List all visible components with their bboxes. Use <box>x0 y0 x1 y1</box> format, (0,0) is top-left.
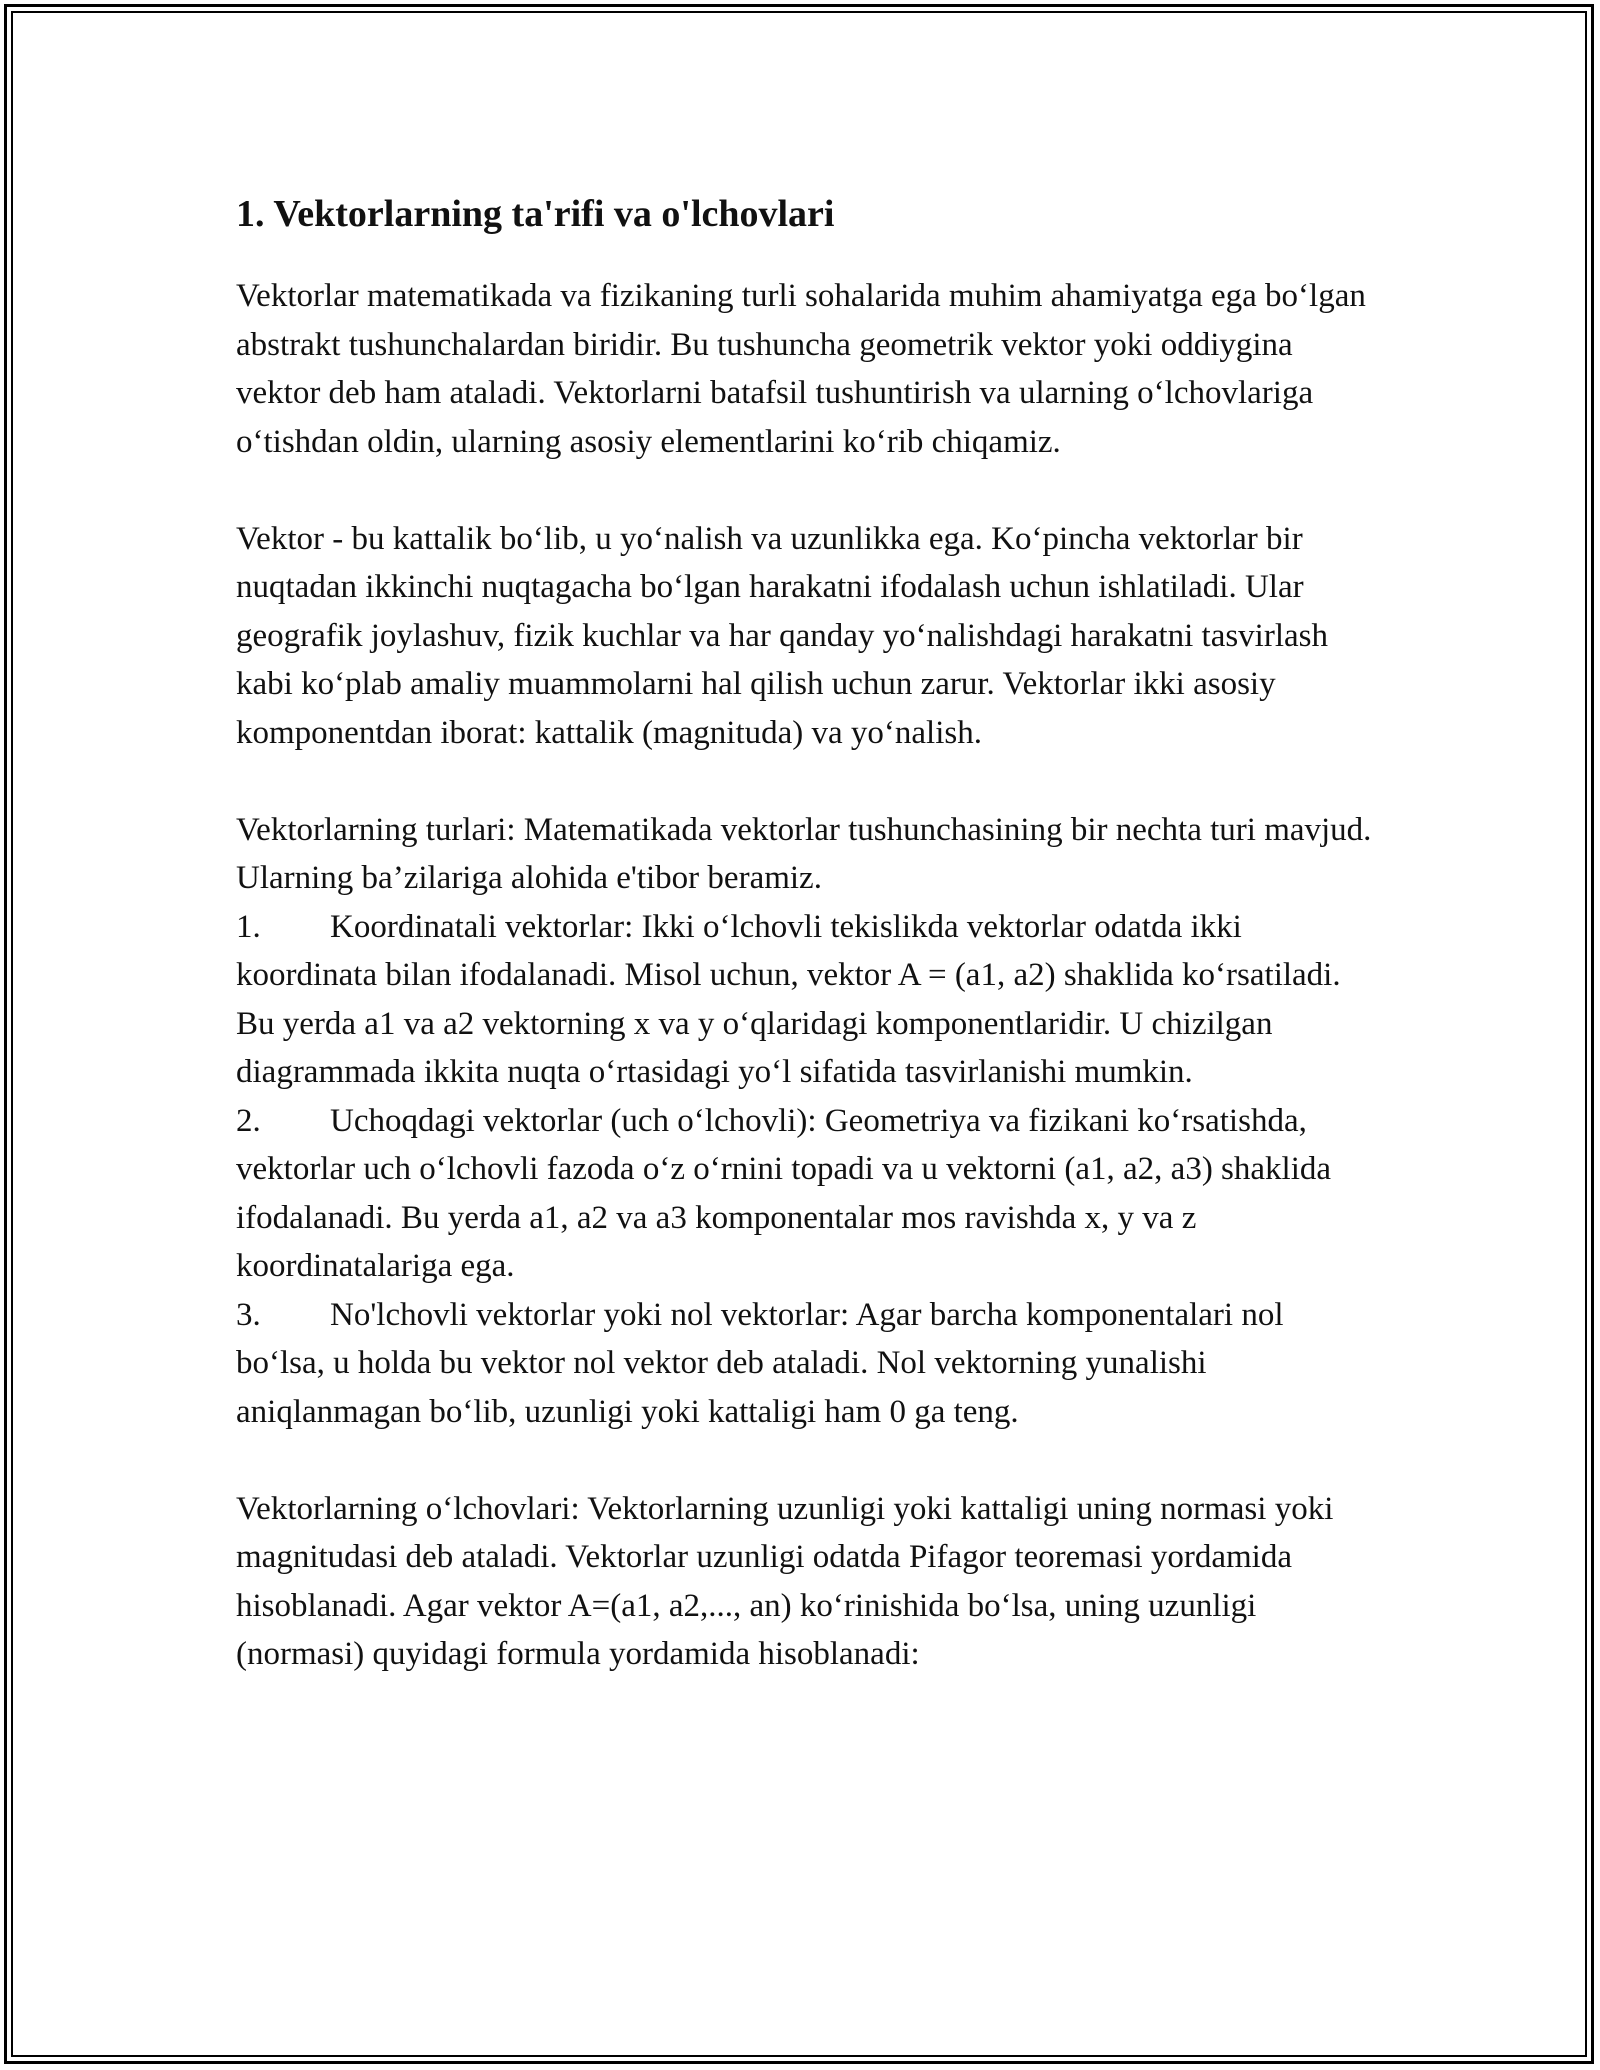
section-heading: 1. Vektorlarning ta'rifi va o'lchovlari <box>236 193 835 235</box>
list-item <box>236 1291 1372 1437</box>
paragraph-definition: Vektor - bu kattalik bo‘lib, u yo‘nalish va uzunlikka ega. Ko‘pincha vektorlar bir nuqtadan ikkinchi nuqtagacha bo‘lgan harakatni ifodalash uchun ishlatiladi. Ular geografik joylashuv, fizik kuchlar va har qanday yo‘nalishdagi harakatni tasvirlash kabi ko‘plab amaliy muammolarni hal qilish uchun zarur. Vektorlar ikki asosiy komponentdan iborat: kattalik (magnituda) va yo‘nalish. <box>236 520 1328 751</box>
paragraph-spacer <box>236 466 1372 515</box>
list-item <box>236 1097 1372 1291</box>
paragraph-intro: Vektorlar matematikada va fizikaning turli sohalarida muhim ahamiyatga ega bo‘lgan abstrakt tushunchalardan biridir. Bu tushuncha geometrik vektor yoki oddiygina vektor deb ham ataladi. Vektorlarni batafsil tushuntirish va ularning o‘lchovlariga o‘tishdan oldin, ularning asosiy elementlarini ko‘rib chiqamiz. <box>236 278 1366 460</box>
list-item-number: 1. <box>236 908 261 945</box>
paragraph-spacer <box>236 1436 1372 1485</box>
paragraph-spacer <box>236 757 1372 806</box>
list-item-number: 2. <box>236 1102 261 1139</box>
list-item-number: 3. <box>236 1296 261 1333</box>
list-item-text: Uchoqdagi vektorlar (uch o‘lchovli): Geometriya va fizikani ko‘rsatishda, vektorlar uch o‘lchovli fazoda o‘z o‘rnini topadi va u vektorni (a1, a2, a3) shaklida ifodalanadi. Bu yerda a1, a2 va a3 komponentalar mos ravishda x, y va z koordinatalariga ega. <box>236 1102 1332 1284</box>
paragraph-types-intro: Vektorlarning turlari: Matematikada vektorlar tushunchasining bir nechta turi mavjud. Ularning ba’zilariga alohida e'tibor beramiz. <box>236 811 1372 896</box>
list-item-text: No'lchovli vektorlar yoki nol vektorlar: Agar barcha komponentalari nol bo‘lsa, u holda bu vektor nol vektor deb ataladi. Nol vektorning yunalishi aniqlanmagan bo‘lib, uzunligi yoki kattaligi ham 0 ga teng. <box>236 1296 1284 1430</box>
list-item-text: Koordinatali vektorlar: Ikki o‘lchovli tekislikda vektorlar odatda ikki koordinata bilan ifodalanadi. Misol uchun, vektor A = (a1, a2) shaklida ko‘rsatiladi. Bu yerda a1 va a2 vektorning x va y o‘qlaridagi komponentlaridir. U chizilgan diagrammada ikkita nuqta o‘rtasidagi yo‘l sifatida tasvirlanishi mumkin. <box>236 908 1341 1090</box>
paragraph-measurements: Vektorlarning o‘lchovlari: Vektorlarning uzunligi yoki kattaligi uning normasi yoki magnitudasi deb ataladi. Vektorlar uzunligi odatda Pifagor teoremasi yordamida hisoblanadi. Agar vektor A=(a1, a2,..., an) ko‘rinishida bo‘lsa, uning uzunligi (normasi) quyidagi formula yordamida hisoblanadi: <box>236 1490 1334 1672</box>
list-item <box>236 903 1372 1097</box>
document-body <box>236 186 1372 1679</box>
